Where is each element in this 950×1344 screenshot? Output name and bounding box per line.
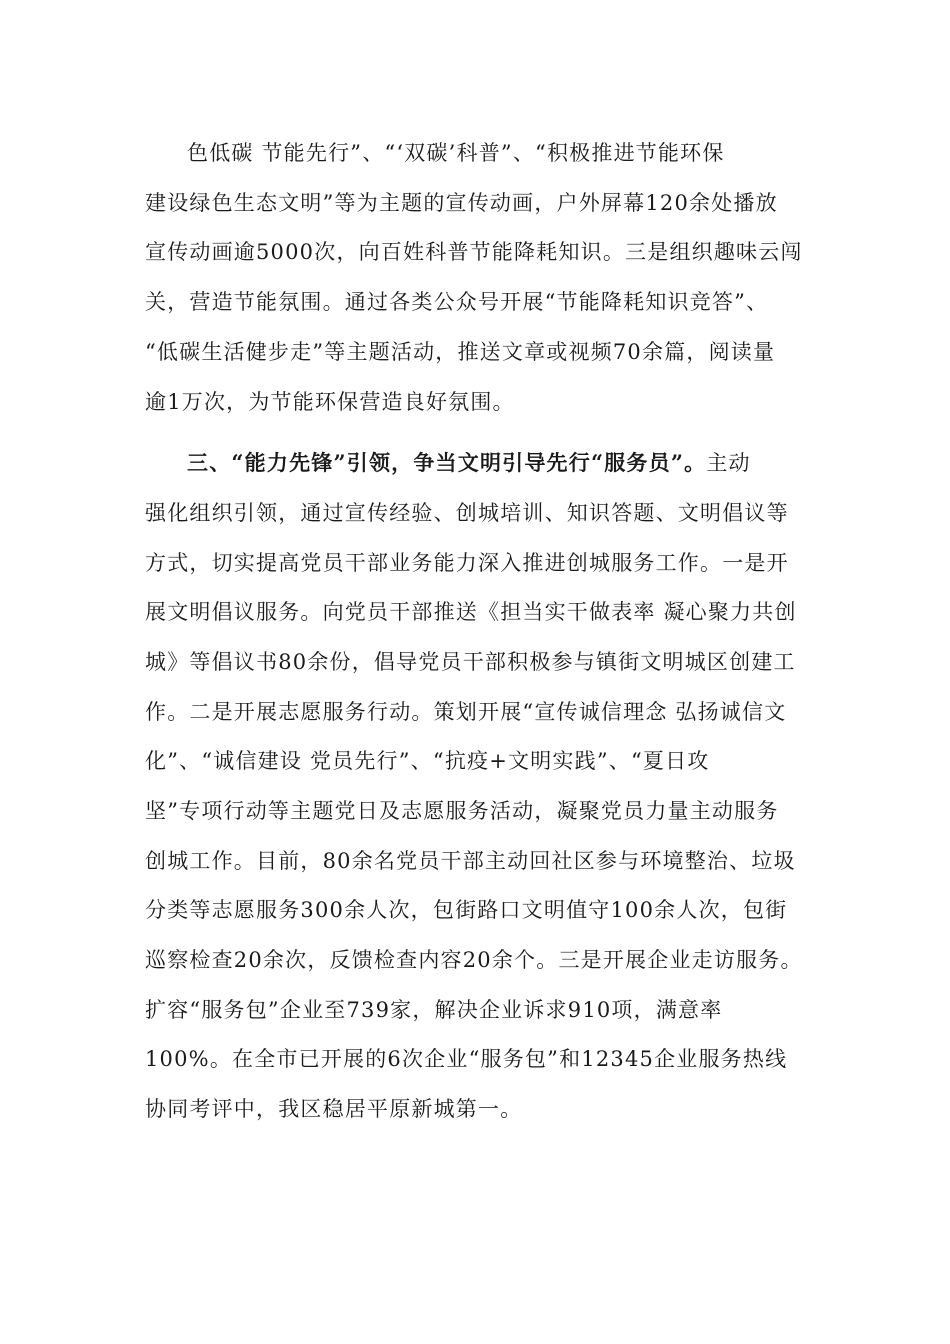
paragraph1-line-5: “低碳生活健步走”等主题活动，推送文章或视频70余篇，阅读量 <box>145 340 776 364</box>
paragraph2-heading-tail: 主动 <box>706 451 751 475</box>
paragraph2-line-4: 城》等倡议书80余份，倡导党员干部积极参与镇街文明城区创建工 <box>145 650 796 674</box>
paragraph2-line-6: 化”、“诚信建设 党员先行”、“抗疫+文明实践”、“夏日攻 <box>145 749 710 773</box>
paragraph2-line-13: 协同考评中，我区稳居平原新城第一。 <box>145 1097 523 1121</box>
section-heading: 三、“能力先锋”引领，争当文明引导先行“服务员”。 <box>187 450 707 475</box>
paragraph2-line-11: 扩容“服务包”企业至739家，解决企业诉求910项，满意率 <box>145 998 723 1022</box>
paragraph1-line-4: 关，营造节能氛围。通过各类公众号开展“节能降耗知识竞答”、 <box>145 290 769 314</box>
paragraph2-line-8: 创城工作。目前，80余名党员干部主动回社区参与环境整治、垃圾 <box>145 849 796 873</box>
paragraph2-line-12: 100%。在全市已开展的6次企业“服务包”和12345企业服务热线 <box>145 1047 788 1071</box>
paragraph2-first-line <box>187 448 751 478</box>
paragraph1-line-1: 色低碳 节能先行”、“‘双碳’科普”、“积极推进节能环保 <box>187 141 725 165</box>
paragraph1-line-6: 逾1万次，为节能环保营造良好氛围。 <box>145 390 515 414</box>
paragraph2-line-1: 强化组织引领，通过宣传经验、创城培训、知识答题、文明倡议等 <box>145 501 789 525</box>
paragraph2-line-5: 作。二是开展志愿服务行动。策划开展“宣传诚信理念 弘扬诚信文 <box>145 700 787 724</box>
paragraph2-line-9: 分类等志愿服务300余人次，包街路口文明值守100余人次，包街 <box>145 898 788 922</box>
paragraph1-line-2: 建设绿色生态文明”等为主题的宣传动画，户外屏幕120余处播放 <box>145 191 778 215</box>
paragraph2-line-2: 方式，切实提高党员干部业务能力深入推进创城服务工作。一是开 <box>145 551 789 575</box>
paragraph2-line-10: 巡察检查20余次，反馈检查内容20余个。三是开展企业走访服务。 <box>145 948 803 972</box>
paragraph2-line-7: 坚”专项行动等主题党日及志愿服务活动，凝聚党员力量主动服务 <box>145 799 779 823</box>
paragraph1-line-3: 宣传动画逾5000次，向百姓科普节能降耗知识。三是组织趣味云闯 <box>145 240 803 264</box>
paragraph2-line-3: 展文明倡议服务。向党员干部推送《担当实干做表率 凝心聚力共创 <box>145 600 797 624</box>
